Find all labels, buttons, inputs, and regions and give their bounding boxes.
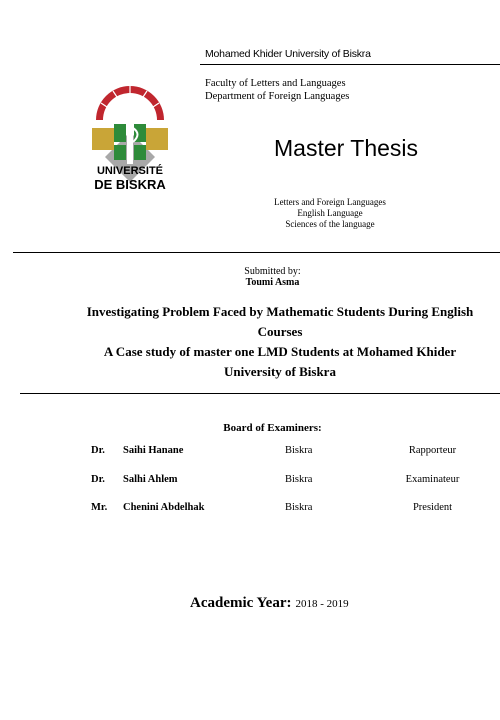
examiner-title: Mr.	[91, 502, 108, 513]
author-name: Toumi Asma	[245, 277, 300, 288]
academic-year-label: Academic Year:	[190, 595, 292, 611]
title-line: Courses	[257, 324, 303, 339]
examiner-name: Chenini Abdelhak	[123, 502, 205, 513]
examiner-role: President	[412, 502, 453, 513]
title-line: University of Biskra	[224, 364, 336, 379]
examiner-row	[0, 445, 500, 459]
examiner-place: Biskra	[285, 474, 313, 485]
title-line: A Case study of master one LMD Students at Mohamed Khider	[103, 344, 457, 359]
fields-block	[260, 197, 400, 230]
faculty-block	[205, 77, 349, 103]
examiner-place: Biskra	[285, 502, 313, 513]
header-rule	[200, 64, 500, 65]
board-heading: Board of Examiners:	[223, 422, 322, 434]
examiner-role: Rapporteur	[408, 445, 457, 456]
thesis-title	[60, 302, 500, 382]
examiner-row	[0, 474, 500, 488]
field-line: Sciences of the language	[285, 219, 375, 229]
examiner-place: Biskra	[285, 445, 313, 456]
examiner-name: Salhi Ahlem	[123, 474, 178, 485]
examiner-role: Examinateur	[405, 474, 460, 485]
logo-text-line1: UNIVERSITÉ	[96, 165, 163, 177]
examiner-title: Dr.	[91, 474, 105, 485]
logo-text-line2: DE BISKRA	[94, 177, 166, 192]
university-name: Mohamed Khider University of Biskra	[205, 48, 371, 60]
faculty-name: Faculty of Letters and Languages	[205, 78, 346, 89]
examiner-name: Saihi Hanane	[123, 445, 184, 456]
examiner-row	[0, 502, 500, 516]
academic-year-value: 2018 - 2019	[295, 598, 349, 610]
submitted-label: Submitted by:	[244, 266, 301, 277]
field-line: Letters and Foreign Languages	[274, 197, 386, 207]
academic-year	[190, 594, 349, 612]
section-divider	[20, 393, 500, 394]
examiner-title: Dr.	[91, 445, 105, 456]
title-line: Investigating Problem Faced by Mathematic Students During English	[86, 304, 474, 319]
department-name: Department of Foreign Languages	[205, 91, 350, 102]
field-line: English Language	[297, 208, 363, 218]
thesis-type-heading: Master Thesis	[274, 135, 419, 161]
section-divider	[13, 252, 500, 253]
submission-block	[0, 266, 500, 288]
